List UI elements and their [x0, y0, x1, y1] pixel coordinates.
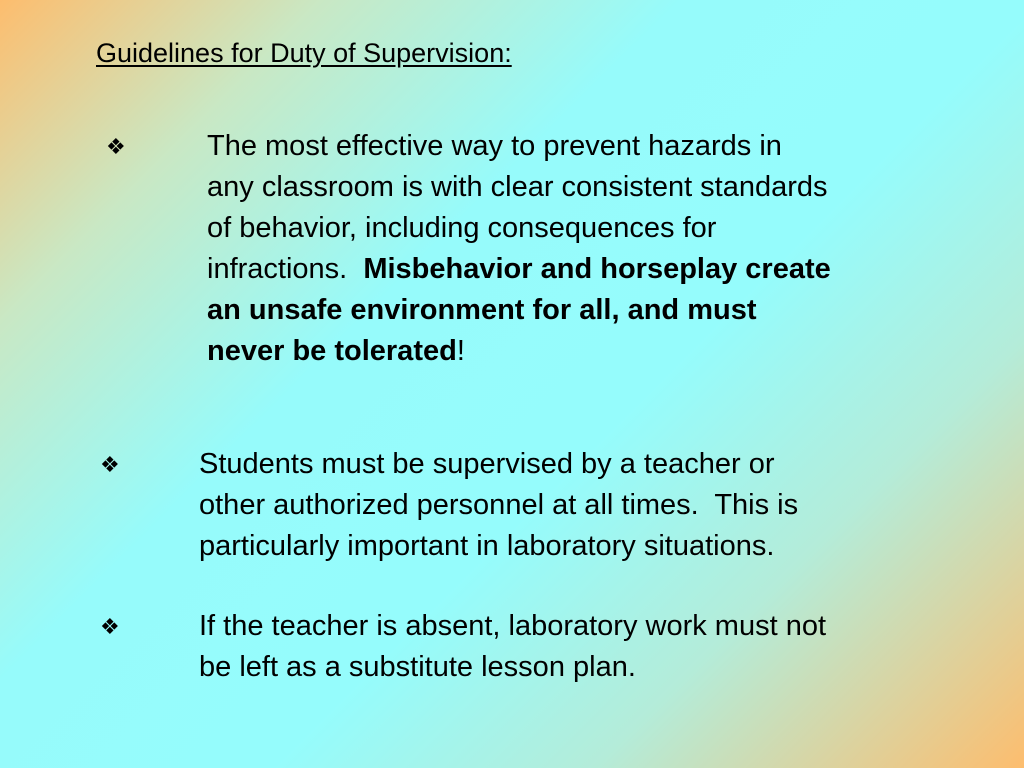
bold-emphasis-text: Misbehavior and horseplay create	[363, 253, 831, 285]
bullet-line	[199, 647, 979, 688]
bold-emphasis-text: an unsafe environment for all, and must	[207, 294, 757, 326]
bullet-line	[199, 485, 979, 526]
bullet-line	[207, 126, 967, 167]
slide-title: Guidelines for Duty of Supervision:	[96, 38, 512, 68]
text-span: be left as a substitute lesson plan.	[199, 651, 636, 683]
bullet-line	[207, 167, 967, 208]
text-span: If the teacher is absent, laboratory work must not	[199, 610, 827, 642]
bullet-line	[207, 331, 967, 372]
diamond-bullet-icon: ❖	[100, 452, 120, 477]
diamond-bullet-icon: ❖	[100, 614, 120, 639]
bullet-text	[207, 126, 967, 372]
bullet-line	[199, 606, 979, 647]
text-span: The most effective way to prevent hazards in	[207, 130, 782, 162]
bullet-line	[207, 290, 967, 331]
text-span: of behavior, including consequences for	[207, 212, 717, 244]
bullet-text	[199, 444, 979, 567]
bullet-text	[199, 606, 979, 688]
bullet-item-student-supervision	[0, 444, 1024, 574]
bullet-item-teacher-absent	[0, 606, 1024, 696]
bullet-line	[207, 208, 967, 249]
bullet-line	[199, 526, 979, 567]
bold-emphasis-text: never be tolerated	[207, 335, 457, 367]
bullet-line	[207, 249, 967, 290]
text-span: Students must be supervised by a teacher or	[199, 448, 775, 480]
text-span: !	[456, 335, 465, 367]
diamond-bullet-icon: ❖	[106, 134, 126, 159]
text-span: particularly important in laboratory situations.	[199, 530, 775, 562]
text-span: infractions.	[207, 253, 364, 285]
text-span: any classroom is with clear consistent standards	[207, 171, 828, 203]
bullet-line	[199, 444, 979, 485]
text-span: other authorized personnel at all times. This is	[199, 489, 799, 521]
bullet-item-supervision-standards	[0, 126, 1024, 386]
